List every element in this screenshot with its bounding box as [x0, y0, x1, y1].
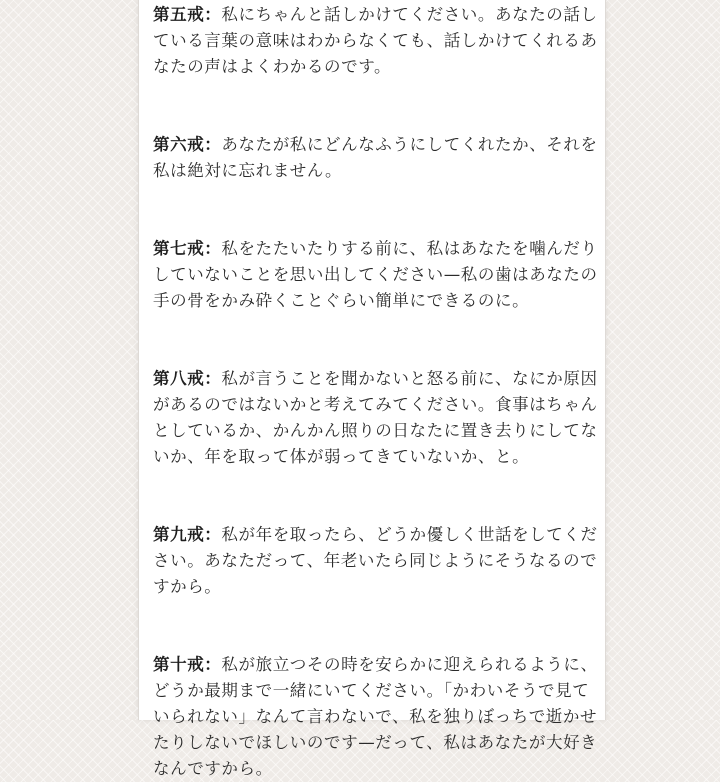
rule-6-text	[153, 132, 605, 184]
rule-5-text	[153, 2, 605, 80]
rule-6	[153, 132, 605, 184]
rule-8-body: 私が言うことを聞かないと怒る前に、なにか原因があるのではないかと考えてみてください。食事はちゃんとしているか、かんかん照りの日なたに置き去りにしてないか、年を取って体が弱ってきていないか、と。	[153, 369, 598, 466]
rule-9-body: 私が年を取ったら、どうか優しく世話をしてください。あなただって、年老いたら同じようにそうなるのですから。	[153, 525, 598, 596]
rule-6-heading: 第六戒：	[153, 135, 222, 154]
rule-7	[153, 236, 605, 314]
rule-9	[153, 522, 605, 600]
rule-8-text	[153, 366, 605, 470]
rule-10-body: 私が旅立つその時を安らかに迎えられるように、どうか最期まで一緒にいてください。「かわいそうで見ていられない」なんて言わないで、私を独りぼっちで逝かせたりしないでほしいのです—だって、私はあなたが大好きなんですから。	[153, 655, 598, 778]
rule-10	[153, 652, 605, 782]
rule-8	[153, 366, 605, 470]
rule-5-body: 私にちゃんと話しかけてください。あなたの話している言葉の意味はわからなくても、話しかけてくれるあなたの声はよくわかるのです。	[153, 5, 598, 76]
rule-5	[153, 2, 605, 80]
rule-10-heading: 第十戒：	[153, 655, 222, 674]
rule-7-heading: 第七戒：	[153, 239, 222, 258]
rule-8-heading: 第八戒：	[153, 369, 222, 388]
rule-6-body: あなたが私にどんなふうにしてくれたか、それを私は絶対に忘れません。	[153, 135, 598, 180]
rule-7-text	[153, 236, 605, 314]
rule-7-body: 私をたたいたりする前に、私はあなたを噛んだりしていないことを思い出してください—私の歯はあなたの手の骨をかみ砕くことぐらい簡単にできるのに。	[153, 239, 598, 310]
rule-5-heading: 第五戒：	[153, 5, 222, 24]
rule-9-text	[153, 522, 605, 600]
article-page	[138, 0, 606, 778]
rule-9-heading: 第九戒：	[153, 525, 222, 544]
rule-10-text	[153, 652, 605, 782]
